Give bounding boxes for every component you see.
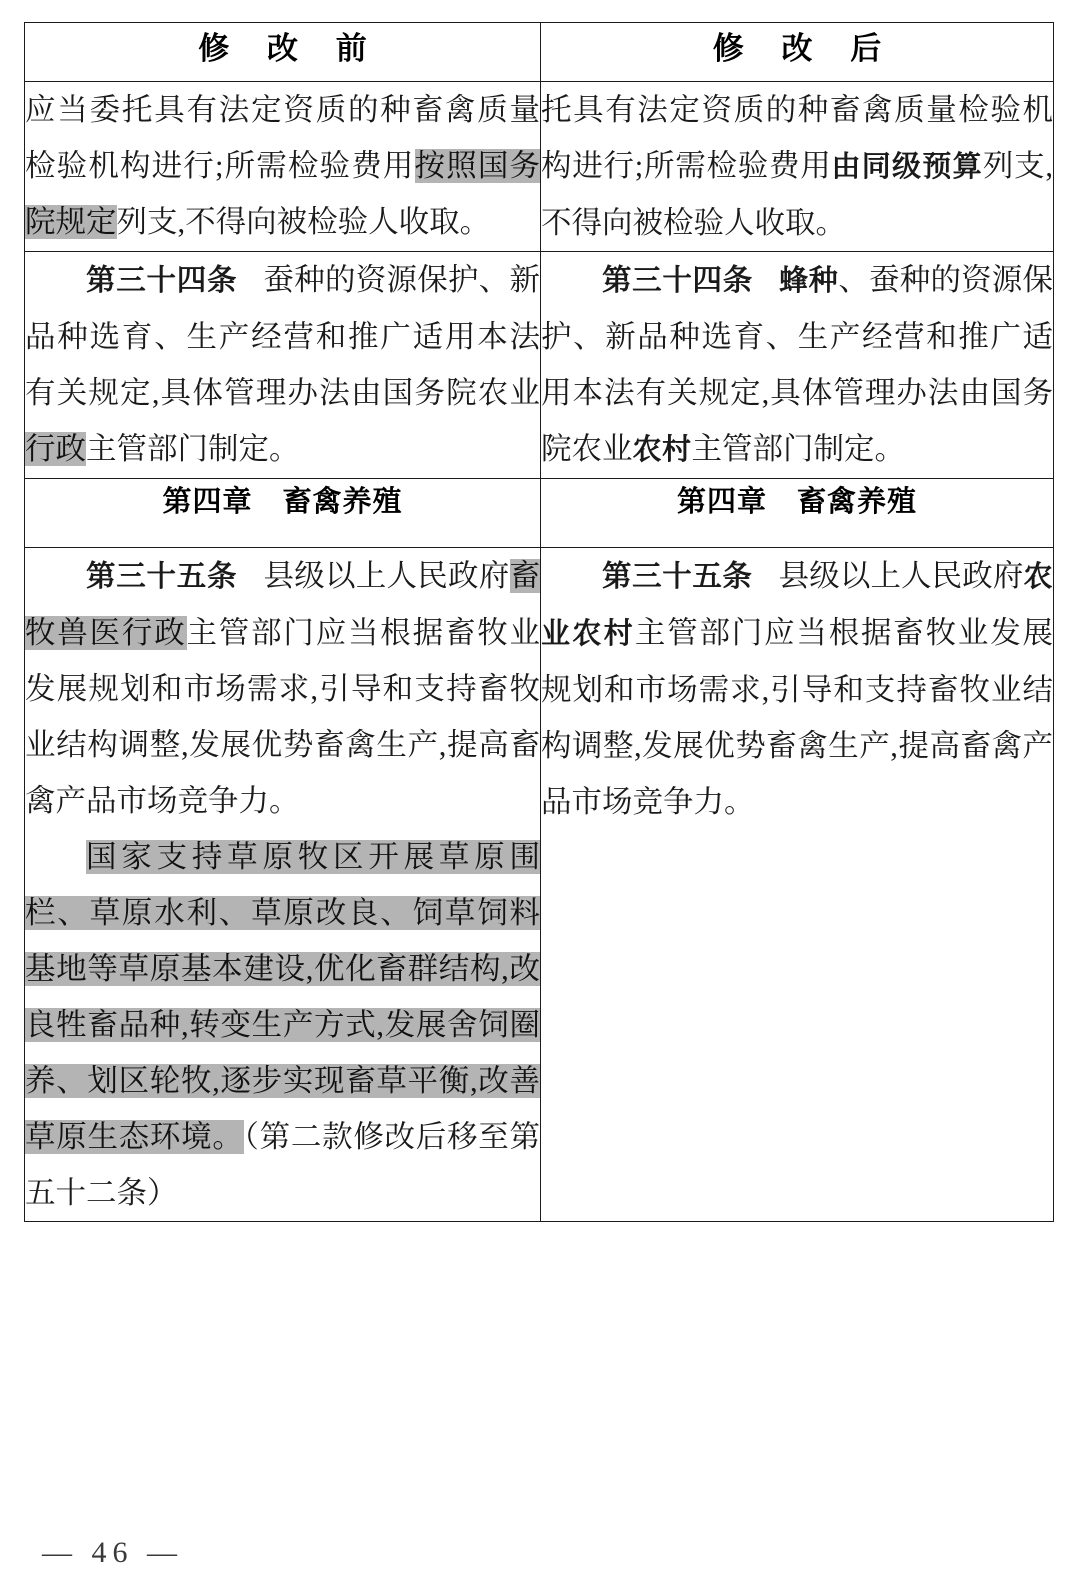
article-number-spacer — [237, 252, 263, 308]
clause-text: 应当委托具有法定资质的种畜禽质量检验机构进行;所需检验费用 — [25, 93, 540, 183]
clause-cell-left — [25, 82, 541, 252]
clause-text: 托具有法定资质的种畜禽质量检验机构进行;所需检验费用 — [541, 93, 1053, 183]
table-row — [25, 252, 1054, 479]
amended-text-bold: 由同级预算 — [831, 151, 983, 183]
clause-paragraph — [25, 548, 540, 829]
clause-text: 主管部门应当根据畜牧业发展规划和市场需求,引导和支持畜牧业结构调整,发展优势畜禽生产,提高畜禽产品市场竞争力。 — [541, 616, 1053, 819]
clause-text: 列支,不得向被检验人收取。 — [541, 149, 1053, 240]
clause-paragraph — [25, 82, 540, 250]
deleted-text-highlight: 国家支持草原牧区开展草原围栏、草原水利、草原改良、饲草饲料基地等草原基本建设,优化畜群结构,改良牲畜品种,转变生产方式,发展舍饲圈养、划区轮牧,逐步实现畜草平衡,改善草原生态环境。 — [25, 840, 540, 1154]
comparison-table — [24, 22, 1054, 1222]
clause-paragraph — [541, 252, 1053, 478]
clause-text: （第二款修改后移至第五十二条） — [25, 1120, 540, 1210]
clause-cell-left — [25, 252, 541, 479]
deleted-text-highlight: 按照国务院规定 — [25, 149, 541, 239]
clause-text: 主管部门制定。 — [691, 432, 906, 466]
amended-text-bold: 蜂种 — [778, 265, 839, 297]
clause-cell-right — [541, 548, 1054, 1222]
clause-paragraph — [25, 829, 540, 1221]
clause-text: 主管部门应当根据畜牧业发展规划和市场需求,引导和支持畜牧业结构调整,发展优势畜禽生产,提高畜禽产品市场竞争力。 — [25, 616, 540, 818]
table-row — [25, 548, 1054, 1222]
clause-text: 县级以上人民政府 — [263, 559, 510, 593]
article-number: 第三十四条 — [602, 264, 753, 297]
column-header-left: 修 改 前 — [25, 23, 541, 82]
article-number-spacer — [753, 548, 779, 604]
article-number: 第三十四条 — [86, 264, 238, 297]
chapter-heading-right: 第四章 畜禽养殖 — [541, 479, 1054, 548]
article-number: 第三十五条 — [602, 560, 753, 593]
amended-text-bold: 农村 — [632, 434, 692, 466]
clause-text: 主管部门制定。 — [86, 432, 300, 466]
clause-text: 列支,不得向被检验人收取。 — [116, 205, 491, 239]
page-number-footer: — 46 — — [42, 1536, 183, 1569]
clause-cell-left — [25, 548, 541, 1222]
column-header-right: 修 改 后 — [541, 23, 1054, 82]
clause-text: 蚕种的资源保护、新品种选育、生产经营和推广适用本法有关规定,具体管理办法由国务院农业 — [25, 263, 540, 410]
clause-paragraph — [541, 548, 1053, 830]
table-row — [25, 82, 1054, 252]
clause-text: 、蚕种的资源保护、新品种选育、生产经营和推广适用本法有关规定,具体管理办法由国务院农业 — [541, 263, 1053, 466]
article-number-spacer — [237, 548, 263, 604]
deleted-text-highlight: 行政 — [25, 432, 86, 466]
chapter-heading-row — [25, 479, 1054, 548]
clause-text: 县级以上人民政府 — [778, 559, 1024, 593]
chapter-heading-left: 第四章 畜禽养殖 — [25, 479, 541, 548]
article-number-spacer — [753, 252, 779, 308]
deleted-text-highlight: 畜牧兽医行政 — [25, 559, 540, 650]
clause-cell-right — [541, 252, 1054, 479]
table-header-row — [25, 23, 1054, 82]
clause-paragraph — [25, 252, 540, 477]
clause-paragraph — [541, 82, 1053, 251]
article-number: 第三十五条 — [86, 560, 238, 593]
amended-text-bold: 农业农村 — [541, 561, 1053, 650]
clause-cell-right — [541, 82, 1054, 252]
